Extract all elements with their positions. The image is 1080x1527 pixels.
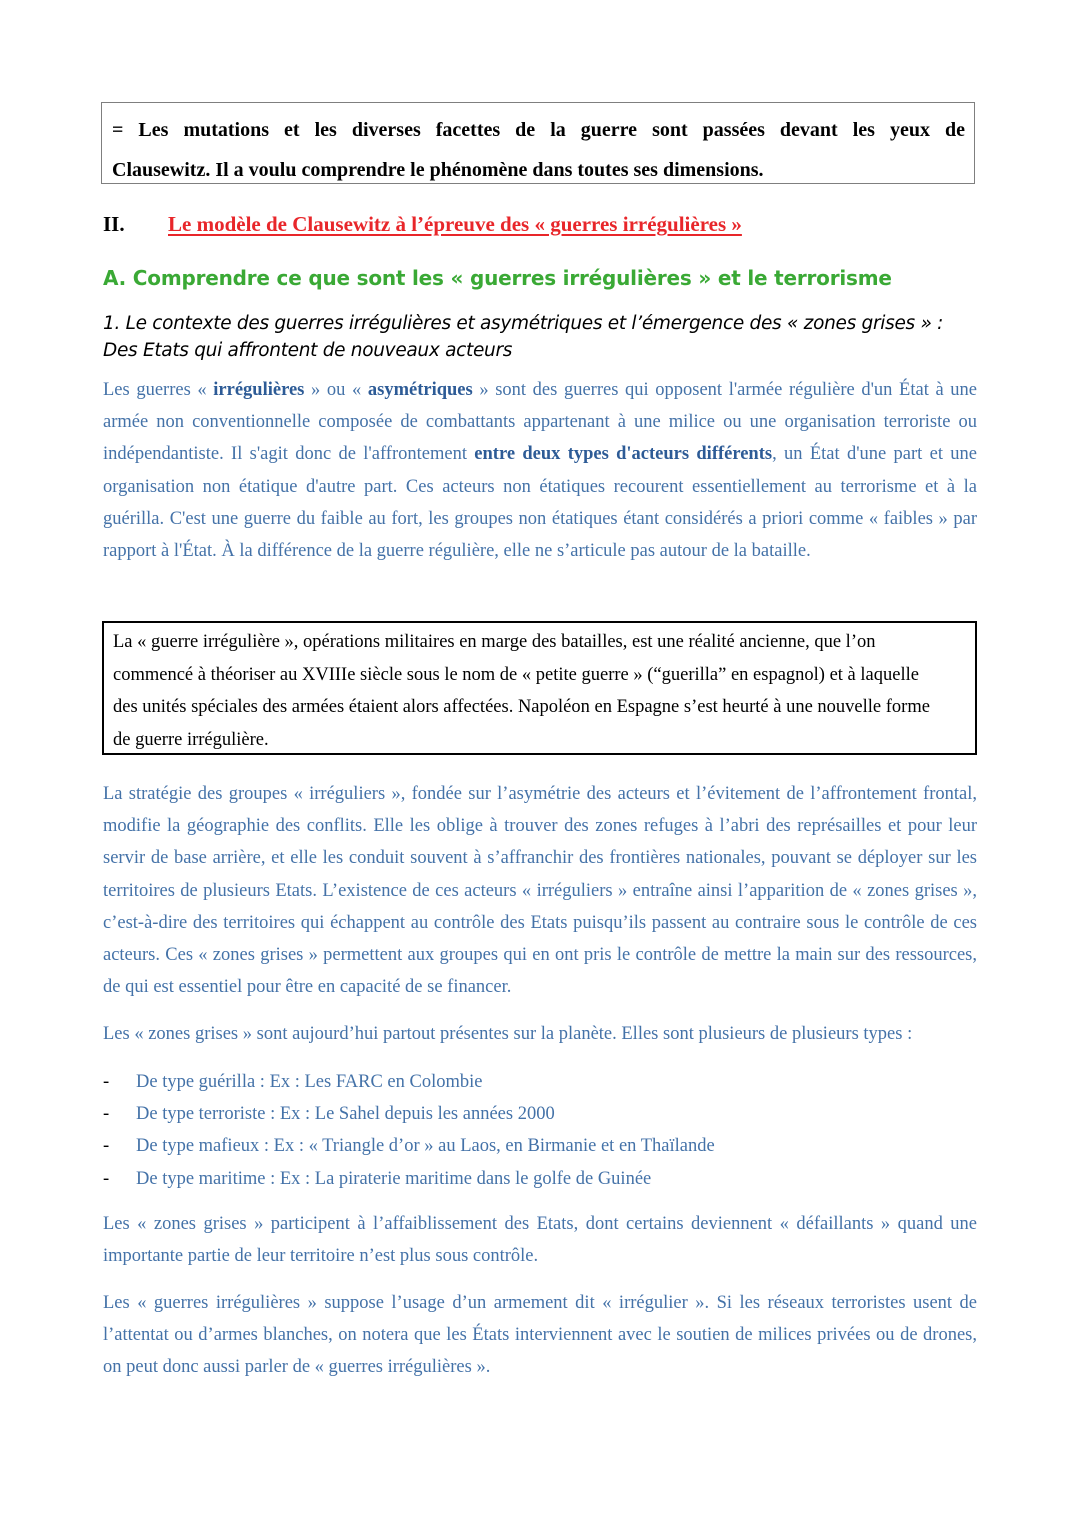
keyword-irregulieres: irrégulières [213,380,305,400]
paragraph-zones-intro [103,1018,977,1050]
subheading-context: 1. Le contexte des guerres irrégulières et asymétriques et l’émergence des « zones grises » : Des Etats qui affrontent de nouveaux acteurs [103,313,944,361]
paragraph-definition [103,374,977,567]
zone-types-list [103,1066,977,1195]
armament-text: Les « guerres irrégulières » suppose l’usage d’un armement dit « irrégulier ». Si les réseaux terroristes usent de l’attentat ou d’armes blanches, on notera que les États interviennent avec le soutien de milices privées ou de drones, on peut donc aussi parler de « guerres irrégulières ». [103,1293,977,1378]
paragraph-armament [103,1287,977,1384]
paragraph-weakening [103,1208,977,1272]
list-dash: - [103,1104,110,1125]
definition-text: Les guerres « irrégulières » ou « asymétriques » sont des guerres qui opposent l'armée régulière d'un État à une armée non conventionnelle composée de combattants appartenant à une milice ou une organisation terroriste ou indépendantiste. Il s'agit donc de l'affrontement entre deux types d'acteurs différents, un État d'une part et une organisation non étatique d'autre part. Ces acteurs non étatiques recourent essentiellement au terrorisme et à la guérilla. C'est une guerre du faible au fort, les groupes non étatiques étant considérés a priori comme « faibles » par rapport à l'État. À la différence de la guerre régulière, elle ne s’articule pas autour de la bataille. [103,380,978,562]
subsection-heading: A. Comprendre ce que sont les « guerres irrégulières » et le terrorisme [103,266,892,290]
list-item: - De type terroriste : Ex : Le Sahel depuis les années 2000 [103,1098,977,1130]
intro-summary-box [101,102,975,184]
list-dash: - [103,1136,110,1157]
history-line: des unités spéciales des armées étaient alors affectées. Napoléon en Espagne s’est heurté à une nouvelle forme [113,697,930,717]
section-title: Le modèle de Clausewitz à l’épreuve des « guerres irrégulières » [168,212,742,236]
history-line: commencé à théoriser au XVIIIe siècle sous le nom de « petite guerre » (“guerilla” en espagnol) et à laquelle [113,664,919,685]
paragraph-strategy [103,778,977,1003]
section-number: II. [103,212,125,236]
keyword-asymetriques: asymétriques [367,380,473,400]
list-item: - De type maritime : Ex : La piraterie maritime dans le golfe de Guinée [103,1163,977,1195]
history-line: de guerre irrégulière. [113,729,269,750]
zones-intro-text: Les « zones grises » sont aujourd’hui partout présentes sur la planète. Elles sont plusieurs de plusieurs types : [103,1024,913,1044]
strategy-text: La stratégie des groupes « irréguliers », fondée sur l’asymétrie des acteurs et l’évitement de l’affrontement frontal, modifie la géographie des conflits. Elle les oblige à trouver des zones refuges à l’abri des représailles et pour leur servir de base arrière, et elle les conduit souvent à s’affranchir des frontières nationales, pouvant se déployer sur les territoires de plusieurs Etats. L’existence de ces acteurs « irréguliers » entraîne ainsi l’apparition de « zones grises », c’est-à-dire des territoires qui échappent au contrôle des Etats puisqu’ils passent au contraire sous le contrôle de ces acteurs. Ces « zones grises » permettent aux groupes qui en ont pris le contrôle de mettre la main sur des ressources, de qui est essentiel pour être en capacité de se financer. [103,784,977,998]
intro-line-1: = Les mutations et les diverses facettes de la guerre sont passées devant les yeux de [112,119,965,141]
history-box [102,621,977,755]
list-dash: - [103,1168,110,1189]
list-dash: - [103,1072,110,1092]
weakening-text: Les « zones grises » participent à l’affaiblissement des Etats, dont certains deviennent « défaillants » quand une importante partie de leur territoire n’est plus sous contrôle. [103,1214,977,1267]
history-line: La « guerre irrégulière », opérations militaires en marge des batailles, est une réalité ancienne, que l’on [113,632,876,652]
intro-line-2: Clausewitz. Il a voulu comprendre le phénomène dans toutes ses dimensions. [112,159,764,181]
list-item: - De type guérilla : Ex : Les FARC en Colombie [103,1066,977,1098]
list-item: - De type mafieux : Ex : « Triangle d’or » au Laos, en Birmanie et en Thaïlande [103,1130,977,1162]
section-heading [103,212,742,237]
keyword-two-actors: entre deux types d'acteurs différents [474,444,773,465]
